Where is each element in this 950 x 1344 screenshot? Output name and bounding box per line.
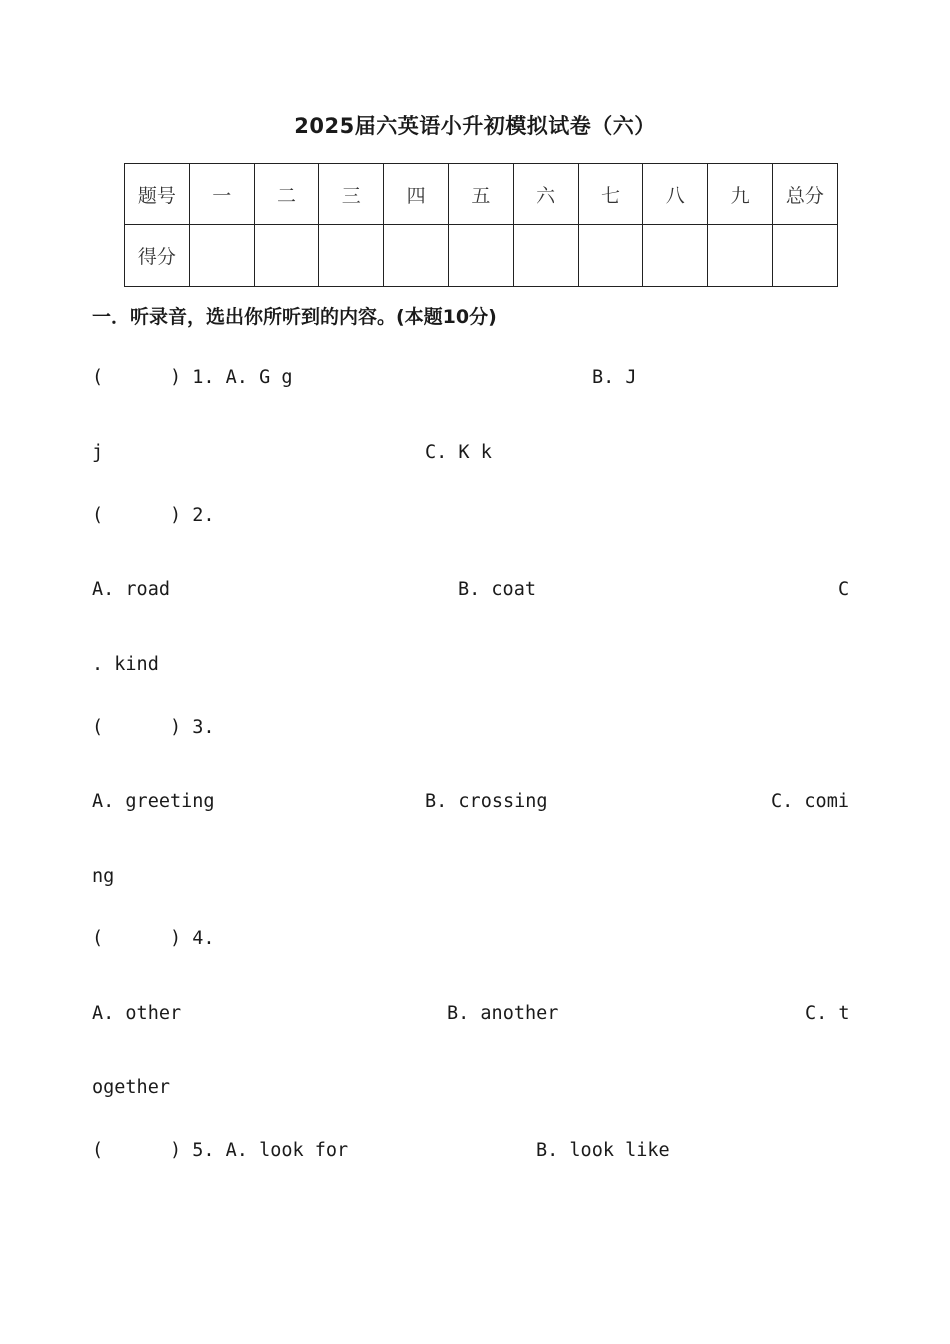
score-cell[interactable] <box>448 225 513 287</box>
score-table-header-cell: 四 <box>384 164 449 225</box>
q5-prefix: ( ) 5. A. look for <box>92 1140 349 1161</box>
q3-option-a: A. greeting <box>92 791 215 812</box>
score-cell[interactable] <box>254 225 319 287</box>
q2-option-b: B. coat <box>458 579 536 600</box>
score-cell[interactable] <box>384 225 449 287</box>
score-cell[interactable] <box>513 225 578 287</box>
section-heading: 一．听录音，选出你所听到的内容。(本题10分) <box>92 306 497 328</box>
q2-option-c: C <box>838 579 850 600</box>
q3-option-c-cont: ng <box>92 866 115 887</box>
score-cell[interactable] <box>772 225 837 287</box>
score-table-score-row <box>125 225 838 287</box>
score-table <box>124 163 838 287</box>
q1-option-b-cont: j <box>92 442 104 463</box>
score-table-header-cell: 三 <box>319 164 384 225</box>
score-table-header-cell: 五 <box>448 164 513 225</box>
q3-option-b: B. crossing <box>425 791 548 812</box>
q2-prefix: ( ) 2. <box>92 505 215 526</box>
q4-option-c: C. t <box>805 1003 850 1024</box>
score-cell[interactable] <box>319 225 384 287</box>
q3-option-c: C. comi <box>771 791 849 812</box>
q5-option-b: B. look like <box>536 1140 670 1161</box>
score-table-header-cell: 总分 <box>772 164 837 225</box>
score-cell[interactable] <box>578 225 643 287</box>
q2-option-c-cont: . kind <box>92 654 159 675</box>
q1-option-b: B. J <box>592 367 637 388</box>
q4-option-a: A. other <box>92 1003 182 1024</box>
score-table-header-cell: 九 <box>708 164 773 225</box>
q4-option-b: B. another <box>447 1003 559 1024</box>
score-cell[interactable] <box>643 225 708 287</box>
page-title: 2025届六英语小升初模拟试卷（六） <box>294 114 656 138</box>
score-table-header-row <box>125 164 838 225</box>
score-table-header-cell: 题号 <box>125 164 190 225</box>
q2-option-a: A. road <box>92 579 170 600</box>
score-table-header-cell: 八 <box>643 164 708 225</box>
q4-prefix: ( ) 4. <box>92 928 215 949</box>
score-table-header-cell: 一 <box>189 164 254 225</box>
score-cell[interactable] <box>189 225 254 287</box>
score-table-header-cell: 六 <box>513 164 578 225</box>
score-cell[interactable] <box>708 225 773 287</box>
score-table-header-cell: 七 <box>578 164 643 225</box>
q3-prefix: ( ) 3. <box>92 717 215 738</box>
q4-option-c-cont: ogether <box>92 1077 170 1098</box>
score-table-header-cell: 二 <box>254 164 319 225</box>
q1-option-c: C. K k <box>425 442 492 463</box>
q1-prefix: ( ) 1. A. G g <box>92 367 293 388</box>
score-table-row-label: 得分 <box>125 225 190 287</box>
